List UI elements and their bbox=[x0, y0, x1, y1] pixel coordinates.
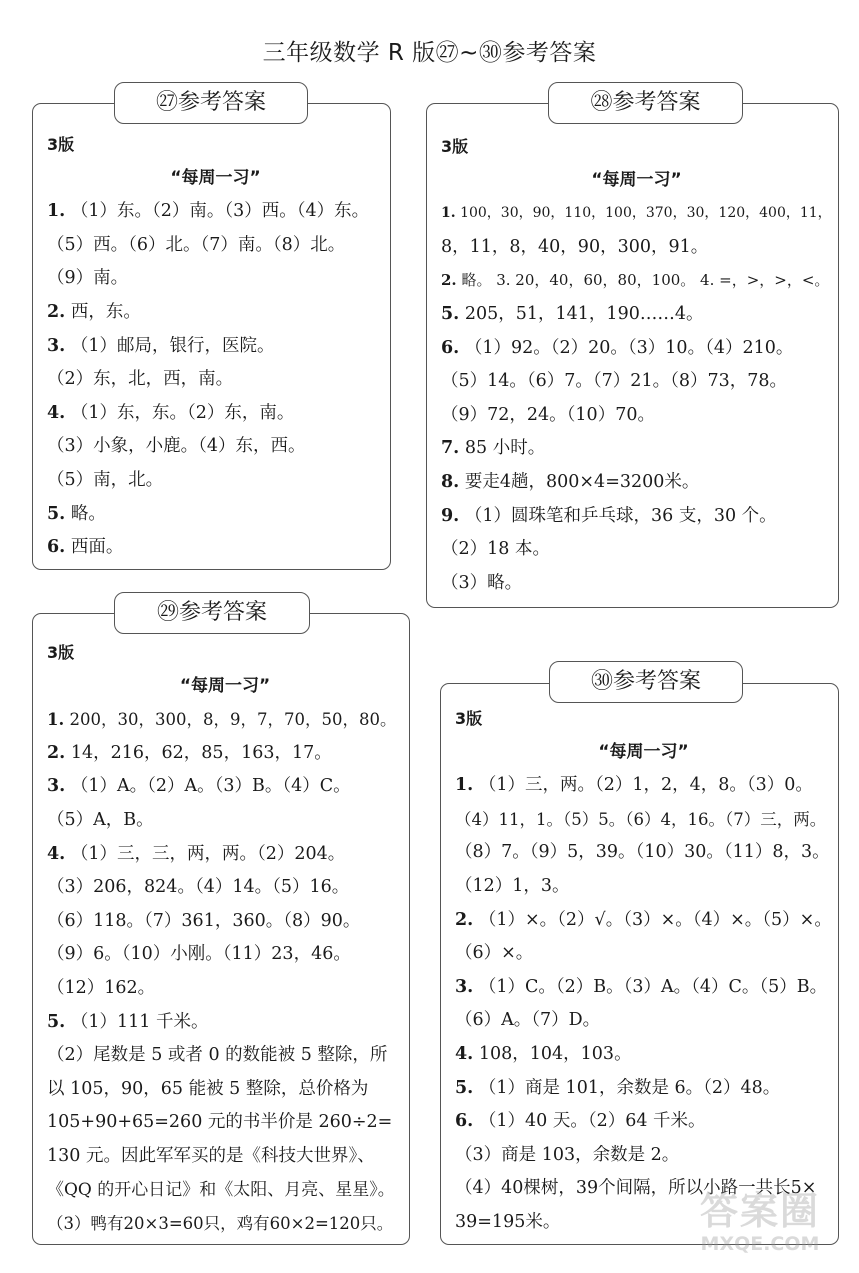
question-number: 5. bbox=[455, 1077, 474, 1098]
edition-label: 3版 bbox=[441, 137, 469, 156]
answer-text: （4）40棵树，39个间隔，所以小路一共长5× bbox=[455, 1178, 817, 1199]
answer-lines-29 bbox=[47, 636, 403, 1241]
answer-line bbox=[441, 466, 832, 500]
answer-text: （8）7。（9）5，39。（10）30。（11）8，3。 bbox=[455, 842, 830, 863]
answer-line bbox=[47, 737, 403, 771]
answer-text: 西，东。 bbox=[70, 301, 141, 322]
question-number: 3. bbox=[47, 335, 66, 356]
answer-line bbox=[47, 1073, 403, 1107]
answer-text: 108，104，103。 bbox=[478, 1043, 632, 1064]
question-number: 4. bbox=[455, 1043, 474, 1064]
answer-line bbox=[441, 264, 832, 298]
answer-line bbox=[455, 1139, 832, 1173]
watermark-url: MXQE.COM bbox=[700, 1233, 820, 1255]
answer-line bbox=[441, 298, 832, 332]
answer-line bbox=[455, 904, 832, 938]
answer-line bbox=[455, 937, 832, 971]
answer-line bbox=[455, 1105, 832, 1139]
answer-line bbox=[455, 1038, 832, 1072]
answer-line bbox=[47, 498, 384, 532]
question-number: 2. bbox=[455, 909, 474, 930]
answer-text: （3）206，824。（4）14。（5）16。 bbox=[47, 877, 350, 898]
page-title: 三年级数学 R 版㉗~㉚参考答案 bbox=[262, 40, 597, 66]
answer-line bbox=[455, 971, 832, 1005]
answer-text: （1）邮局，银行，医院。 bbox=[70, 335, 275, 356]
question-number: 6. bbox=[455, 1111, 474, 1132]
answer-lines-30 bbox=[455, 702, 832, 1240]
answer-line bbox=[47, 464, 384, 498]
answer-text: （5）南，北。 bbox=[47, 469, 164, 490]
answer-text: 8，11，8，40，90，300，91。 bbox=[441, 236, 709, 257]
answer-box-27 bbox=[32, 103, 391, 570]
answer-text: （3）鸭有20×3=60只，鸡有60×2=120只。 bbox=[47, 1214, 394, 1234]
question-number: 2. bbox=[47, 301, 66, 322]
watermark-logo bbox=[685, 1189, 835, 1259]
answer-list bbox=[441, 197, 832, 600]
answer-line bbox=[47, 229, 384, 263]
answer-line bbox=[47, 703, 403, 737]
answer-text: 85 小时。 bbox=[464, 438, 546, 459]
answer-line bbox=[47, 531, 384, 565]
question-number: 6. bbox=[441, 337, 460, 358]
answer-text: 略。 3. 20，40，60，80，100。 4. =，>，>，<。 bbox=[461, 271, 830, 290]
answer-line bbox=[441, 332, 832, 366]
answer-line bbox=[47, 938, 403, 972]
answer-text: 要走4趟，800×4=3200米。 bbox=[464, 471, 700, 492]
answer-lines-28 bbox=[441, 130, 832, 600]
answer-text: 100，30，90，110，100，370，30，120，400，11， bbox=[460, 205, 832, 222]
section-tab-27: ㉗参考答案 bbox=[114, 82, 308, 124]
question-number: 1. bbox=[441, 205, 456, 222]
answer-line bbox=[441, 432, 832, 466]
answer-text: （6）×。 bbox=[455, 943, 534, 964]
answer-text: （1）111 千米。 bbox=[70, 1011, 209, 1032]
answer-line bbox=[455, 1072, 832, 1106]
answer-text: 西面。 bbox=[70, 537, 124, 558]
edition-label: 3版 bbox=[47, 643, 75, 662]
answer-line bbox=[455, 836, 832, 870]
section-subtitle: “每周一习” bbox=[598, 741, 689, 762]
answer-text: （1）东。（2）南。（3）西。（4）东。 bbox=[70, 201, 370, 222]
answer-list bbox=[47, 195, 384, 565]
answer-list bbox=[47, 703, 403, 1241]
answer-text: （9）6。（10）小刚。（11）23，46。 bbox=[47, 944, 351, 965]
answer-text: 《QQ 的开心日记》和《太阳、月亮、星星》。 bbox=[47, 1179, 395, 1200]
answer-line bbox=[441, 533, 832, 567]
answer-text: （3）小象，小鹿。（4）东，西。 bbox=[47, 436, 306, 457]
answer-text: （6）A。（7）D。 bbox=[455, 1010, 601, 1031]
answer-box-28 bbox=[426, 103, 839, 608]
answer-text: （2）尾数是 5 或者 0 的数能被 5 整除，所 bbox=[47, 1045, 388, 1066]
question-number: 5. bbox=[441, 303, 460, 324]
answer-text: （5）西。（6）北。（7）南。（8）北。 bbox=[47, 234, 346, 255]
question-number: 4. bbox=[47, 843, 66, 864]
answer-text: （1）C。（2）B。（3）A。（4）C。（5）B。 bbox=[478, 976, 828, 997]
answer-text: （1）圆珠笔和乒乓球，36 支，30 个。 bbox=[464, 505, 777, 526]
question-number: 1. bbox=[47, 710, 65, 730]
answer-line bbox=[47, 871, 403, 905]
answer-text: （1）三，两。（2）1，2，4，8。（3）0。 bbox=[478, 775, 813, 796]
answer-text: （12）162。 bbox=[47, 977, 156, 998]
answer-text: （6）118。（7）361，360。（8）90。 bbox=[47, 910, 361, 931]
answer-line bbox=[47, 1039, 403, 1073]
answer-text: 14，216，62，85，163，17。 bbox=[70, 742, 332, 763]
answer-text: 205，51，141，190……4。 bbox=[464, 303, 704, 324]
answer-text: （1）A。（2）A。（3）B。（4）C。 bbox=[70, 776, 351, 797]
answer-box-30 bbox=[440, 683, 839, 1245]
section-subtitle: “每周一习” bbox=[170, 167, 261, 188]
answer-text: （2）18 本。 bbox=[441, 539, 550, 560]
answer-list bbox=[455, 769, 832, 1239]
section-tab-28: ㉘参考答案 bbox=[548, 82, 743, 124]
answer-text: （12）1，3。 bbox=[455, 875, 570, 896]
answer-line bbox=[441, 399, 832, 433]
answer-line bbox=[47, 296, 384, 330]
section-tab-29: ㉙参考答案 bbox=[114, 592, 310, 634]
question-number: 2. bbox=[441, 271, 457, 290]
answer-line bbox=[47, 972, 403, 1006]
section-subtitle: “每周一习” bbox=[591, 169, 682, 190]
answer-text: （9）72，24。（10）70。 bbox=[441, 404, 655, 425]
answer-line bbox=[455, 870, 832, 904]
answer-text: （1）东，东。（2）东，南。 bbox=[70, 402, 295, 423]
edition-label: 3版 bbox=[455, 709, 483, 728]
answer-line bbox=[47, 905, 403, 939]
answer-line bbox=[47, 430, 384, 464]
answer-line bbox=[47, 195, 384, 229]
question-number: 3. bbox=[47, 776, 66, 797]
answer-text: 以 105，90，65 能被 5 整除，总价格为 bbox=[47, 1078, 369, 1099]
answer-text: （1）商是 101，余数是 6。（2）48。 bbox=[478, 1077, 781, 1098]
answer-text: （1）92。（2）20。（3）10。（4）210。 bbox=[464, 337, 794, 358]
answer-line bbox=[455, 803, 832, 837]
section-tab-30: ㉚参考答案 bbox=[549, 661, 743, 703]
answer-line bbox=[47, 838, 403, 872]
answer-text: （1）三，三，两，两。（2）204。 bbox=[70, 843, 346, 864]
answer-box-29 bbox=[32, 613, 410, 1245]
question-number: 8. bbox=[441, 471, 460, 492]
answer-text: 200，30，300，8，9，7，70，50，80。 bbox=[69, 710, 397, 730]
question-number: 4. bbox=[47, 402, 66, 423]
question-number: 9. bbox=[441, 505, 460, 526]
question-number: 7. bbox=[441, 438, 460, 459]
section-subtitle: “每周一习” bbox=[179, 675, 271, 696]
answer-line bbox=[47, 1006, 403, 1040]
question-number: 2. bbox=[47, 742, 66, 763]
answer-text: 130 元。因此军军买的是《科技大世界》、 bbox=[47, 1145, 375, 1166]
edition-label: 3版 bbox=[47, 135, 75, 154]
question-number: 3. bbox=[455, 976, 474, 997]
answer-line bbox=[47, 1106, 403, 1140]
answer-text: （3）略。 bbox=[441, 572, 523, 593]
answer-line bbox=[47, 397, 384, 431]
answer-line bbox=[455, 769, 832, 803]
answer-line bbox=[441, 197, 832, 231]
question-number: 5. bbox=[47, 503, 66, 524]
answer-line bbox=[441, 365, 832, 399]
answer-line bbox=[441, 567, 832, 601]
answer-lines-27 bbox=[47, 128, 384, 565]
answer-line bbox=[47, 330, 384, 364]
watermark-text: 答案圈 bbox=[699, 1189, 820, 1233]
answer-line bbox=[441, 500, 832, 534]
answer-line bbox=[47, 1174, 403, 1208]
answer-text: （5）14。（6）7。（7）21。（8）73，78。 bbox=[441, 371, 787, 392]
answer-text: （1）40 天。（2）64 千米。 bbox=[478, 1111, 706, 1132]
answer-text: （4）11，1。（5）5。（6）4，16。（7）三，两。 bbox=[455, 809, 827, 829]
question-number: 6. bbox=[47, 537, 66, 558]
answer-line bbox=[47, 1140, 403, 1174]
answer-text: （1）×。（2）√。（3）×。（4）×。（5）×。 bbox=[478, 909, 832, 930]
answer-text: （9）南。 bbox=[47, 268, 129, 289]
answer-text: 略。 bbox=[70, 503, 106, 524]
answer-line bbox=[47, 363, 384, 397]
answer-line bbox=[441, 231, 832, 265]
answer-text: （3）商是 103，余数是 2。 bbox=[455, 1144, 680, 1165]
answer-text: （5）A，B。 bbox=[47, 809, 154, 830]
answer-text: 39=195米。 bbox=[455, 1211, 561, 1232]
answer-line bbox=[47, 262, 384, 296]
answer-text: 105+90+65=260 元的书半价是 260÷2= bbox=[47, 1112, 393, 1133]
question-number: 1. bbox=[47, 201, 66, 222]
answer-line bbox=[47, 804, 403, 838]
answer-line bbox=[455, 1004, 832, 1038]
question-number: 1. bbox=[455, 775, 474, 796]
question-number: 5. bbox=[47, 1011, 66, 1032]
answer-line bbox=[47, 770, 403, 804]
answer-text: （2）东，北，西，南。 bbox=[47, 369, 234, 390]
answer-line bbox=[47, 1207, 403, 1241]
